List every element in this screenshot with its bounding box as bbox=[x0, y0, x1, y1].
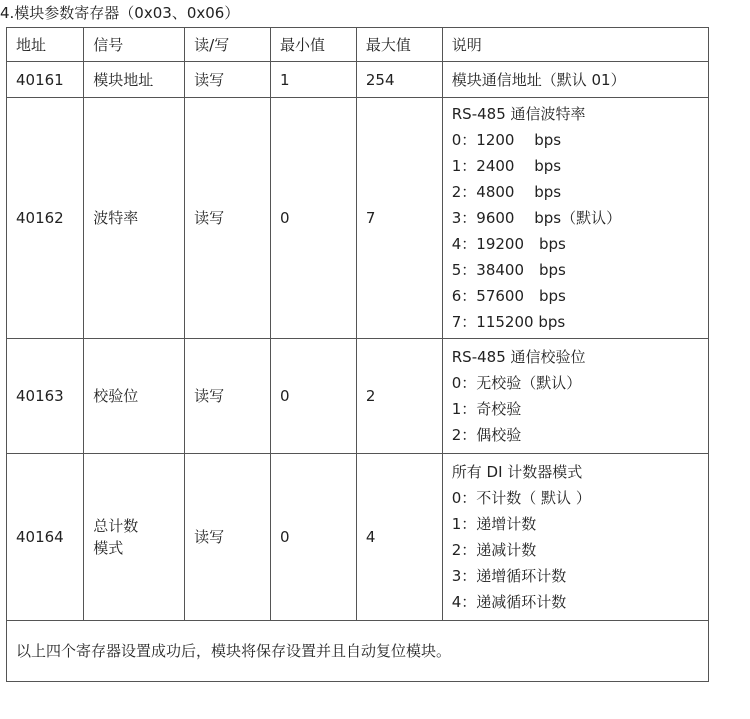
description-line: 3：9600 bps（默认） bbox=[451, 209, 622, 227]
header-cell-max: 最大值 bbox=[356, 28, 442, 62]
description-line: 1：2400 bps bbox=[451, 157, 562, 175]
header-cell-description: 说明 bbox=[442, 28, 708, 62]
section-title: 4.模块参数寄存器（0x03、0x06） bbox=[0, 4, 240, 22]
max-cell: 2 bbox=[356, 339, 442, 454]
table-header-row bbox=[7, 28, 709, 62]
table-footer-row bbox=[7, 621, 709, 682]
description-line: 2：递减计数 bbox=[451, 541, 537, 559]
description-line: 4：19200 bps bbox=[451, 235, 566, 253]
read-write-cell: 读写 bbox=[185, 62, 271, 98]
footer-note: 以上四个寄存器设置成功后，模块将保存设置并且自动复位模块。 bbox=[7, 621, 709, 682]
description-line: RS-485 通信校验位 bbox=[451, 348, 586, 366]
min-cell: 0 bbox=[271, 454, 357, 621]
address-cell: 40164 bbox=[7, 454, 84, 621]
max-cell: 7 bbox=[356, 98, 442, 339]
description-line: 1：奇校验 bbox=[451, 400, 522, 418]
address-cell: 40161 bbox=[7, 62, 84, 98]
description-line: 0：不计数（ 默认 ） bbox=[451, 489, 591, 507]
description-line: 3：递增循环计数 bbox=[451, 567, 567, 585]
min-cell: 1 bbox=[271, 62, 357, 98]
signal-line: 模块地址 bbox=[93, 70, 154, 89]
description-cell bbox=[442, 454, 708, 621]
signal-line: 总计数 bbox=[93, 517, 139, 535]
header-cell-signal: 信号 bbox=[84, 28, 185, 62]
description-line: 4：递减循环计数 bbox=[451, 593, 567, 611]
description-line: 0：无校验（默认） bbox=[451, 374, 582, 392]
description-line: 7：115200 bps bbox=[451, 313, 566, 331]
description-line: 0：1200 bps bbox=[451, 131, 562, 149]
signal-cell bbox=[84, 339, 185, 454]
description-line: RS-485 通信波特率 bbox=[451, 105, 586, 123]
description-line: 5：38400 bps bbox=[451, 261, 566, 279]
max-cell: 4 bbox=[356, 454, 442, 621]
description-line: 所有 DI 计数器模式 bbox=[451, 463, 583, 481]
signal-line: 波特率 bbox=[93, 209, 139, 227]
signal-cell bbox=[84, 454, 185, 621]
min-cell: 0 bbox=[271, 98, 357, 339]
table-row bbox=[7, 339, 709, 454]
description-cell bbox=[442, 339, 708, 454]
table-row bbox=[7, 62, 709, 98]
header-cell-read-write: 读/写 bbox=[185, 28, 271, 62]
signal-cell bbox=[84, 62, 185, 98]
header-cell-address: 地址 bbox=[7, 28, 84, 62]
read-write-cell: 读写 bbox=[185, 339, 271, 454]
description-cell bbox=[442, 98, 708, 339]
description-line: 2：4800 bps bbox=[451, 183, 562, 201]
read-write-cell: 读写 bbox=[185, 98, 271, 339]
description-line: 1：递增计数 bbox=[451, 515, 537, 533]
address-cell: 40162 bbox=[7, 98, 84, 339]
table-row bbox=[7, 98, 709, 339]
description-line: 2：偶校验 bbox=[451, 426, 522, 444]
header-cell-min: 最小值 bbox=[271, 28, 357, 62]
description-line: 模块通信地址（默认 01） bbox=[451, 70, 626, 89]
register-table bbox=[6, 27, 709, 682]
min-cell: 0 bbox=[271, 339, 357, 454]
signal-line: 模式 bbox=[93, 539, 124, 557]
table-row bbox=[7, 454, 709, 621]
description-line: 6：57600 bps bbox=[451, 287, 566, 305]
signal-line: 校验位 bbox=[93, 387, 139, 405]
read-write-cell: 读写 bbox=[185, 454, 271, 621]
description-cell bbox=[442, 62, 708, 98]
address-cell: 40163 bbox=[7, 339, 84, 454]
max-cell: 254 bbox=[356, 62, 442, 98]
signal-cell bbox=[84, 98, 185, 339]
